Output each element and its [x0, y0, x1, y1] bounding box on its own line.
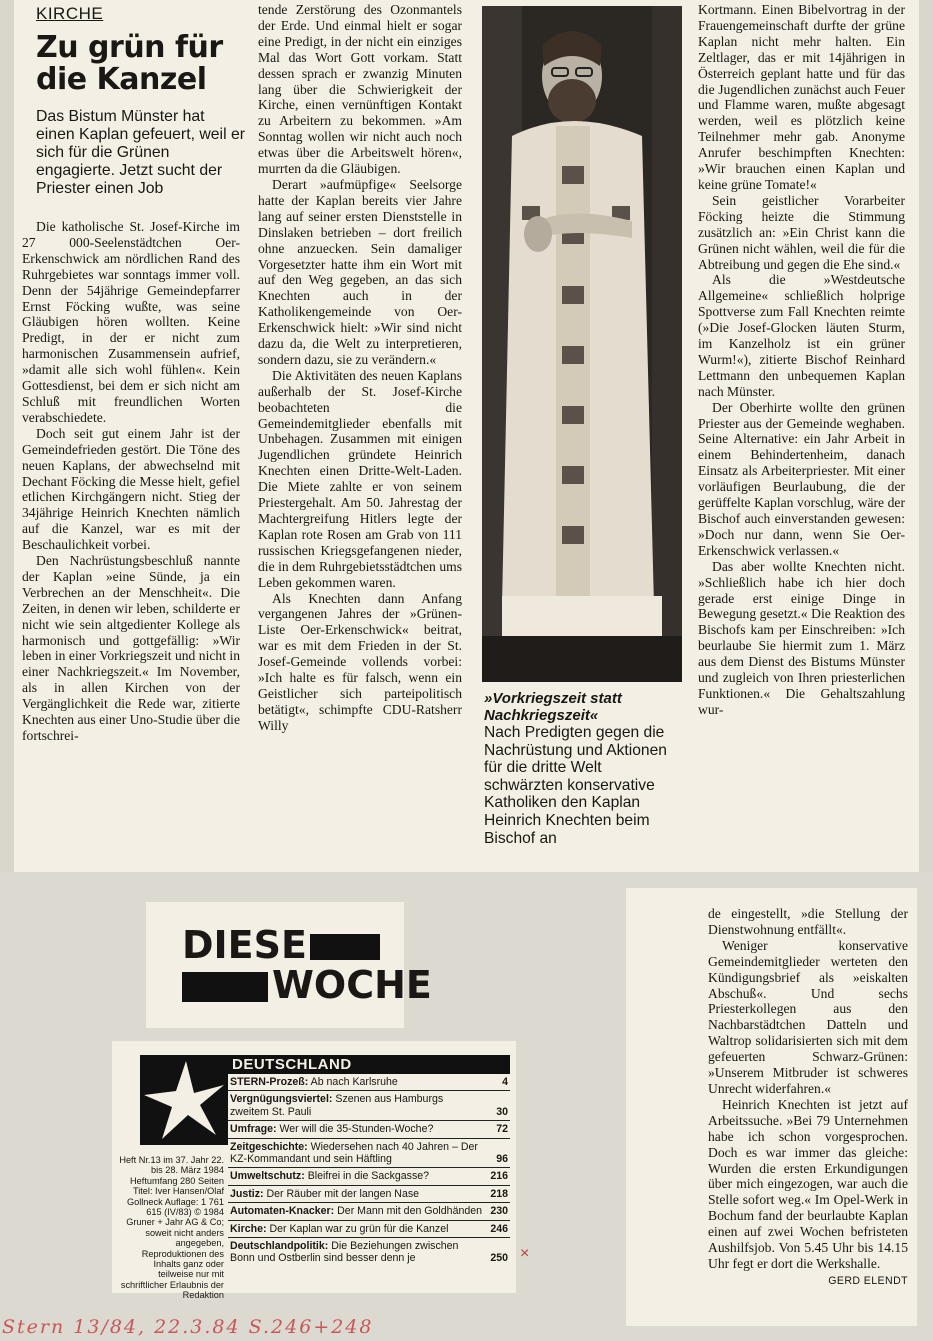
photo-caption — [484, 690, 684, 847]
paragraph: Als Knechten dann Anfang vergangenen Jahres der »Grünen-Liste Oer-Erkenschwick« beitrat, war es mit dem Frieden in der St. Josef-Gemeinde vollends vorbei: »Ich halte es für falsch, wenn ein Geistlicher sich parteipolitisch betätigt«, schimpfte CDU-Ratsherr Willy — [258, 590, 462, 733]
article-headline: Zu grün für die Kanzel — [36, 30, 223, 97]
stern-logo — [140, 1055, 228, 1145]
priest-photo — [482, 6, 682, 682]
article-column-5 — [708, 906, 908, 1290]
star-icon — [140, 1055, 228, 1145]
paragraph: de eingestellt, »die Stellung der Dienstwohnung entfällt«. — [708, 906, 908, 937]
caption-head: »Vorkriegszeit statt Nachkriegszeit« — [484, 690, 622, 724]
caption-body: Nach Predigten gegen die Nachrüstung und Aktionen für die dritte Welt schwärzten konservative Katholiken den Kaplan Heinrich Knechten beim Bischof an — [484, 724, 667, 847]
toc-entry: Justiz: Der Räuber mit der langen Nase 218 — [228, 1186, 510, 1203]
paragraph: Die Aktivitäten des neuen Kaplans außerhalb der St. Josef-Kirche beobachteten die Gemeindemitglieder ebenfalls mit Unbehagen. Zusammen mit einigen Jugendlichen gründete Heinrich Knechten einen Dritte-Welt-Laden. Die Miete zahlte er von seinem Priestergehalt. Am 50. Jahrestag der Machtergreifung Hitlers legte der Kaplan rote Rosen am Grab von 111 russischen Kriegsgefangenen nieder, die in dem Ruhrgebietsstädtchen ums Leben gekommen waren. — [258, 367, 462, 590]
red-x-mark: × — [520, 1245, 530, 1262]
page-number: 30 — [496, 1105, 508, 1118]
toc-entry: STERN-Prozeß: Ab nach Karlsruhe 4 — [228, 1074, 510, 1091]
article-column-4 — [698, 2, 905, 718]
logo-bar — [310, 934, 380, 960]
page-number: 250 — [490, 1252, 508, 1265]
paragraph: Weniger konservative Gemeindemitglieder werteten den Kündigungsbrief als »eiskalten Abschuß«. Und sechs Priesterkollegen aus den Nachbarstädtchen Datteln und Waltrop solidarisierten sich mit dem gefeuerten Schwarz-Grünen: »Unserem Mitbruder ist schweres Unrecht widerfahren.« — [708, 937, 908, 1096]
priest-figure-icon — [482, 6, 682, 682]
article-column-2 — [258, 2, 462, 734]
toc-entry: Automaten-Knacker: Der Mann mit den Goldhänden 230 — [228, 1203, 510, 1220]
article-kicker: KIRCHE — [36, 4, 104, 23]
logo-line-2: WOCHE — [272, 963, 432, 1007]
paragraph: Derart »aufmüpfige« Seelsorge hatte der Kaplan bereits vier Jahre lang auf seiner ersten Dienststelle in Dinslaken betrieben – dort freilich ohne anzuecken. Sein damaliger Vorgesetzter hatte ihm ein Wort mit auf den Weg gegeben, an das sich Knechten auch in der Katholikengemeinde von Oer-Erkenschwick hielt: »Wir sind nicht dazu da, die Welt zu interpretieren, sondern dazu, sie zu verändern.« — [258, 176, 462, 367]
toc-entry-highlighted: Kirche: Der Kaplan war zu grün für die Kanzel 246 — [228, 1221, 510, 1238]
handwritten-note: Stern 13/84, 22.3.84 S.246+248 — [2, 1316, 374, 1338]
paragraph: Der Oberhirte wollte den grünen Priester aus der Gemeinde weghaben. Seine Alternative: ein Jahr Arbeit in einem Behindertenheim, danach Einsatz als Arbeiterpriester. Mit einer vorläufigen Beurlaubung, die der gerüffelte Kaplan vorschlug, wäre der Bischof auch einverstanden gewesen: »Doch nur dann, wenn Sie Oer-Erkenschwick verlassen.« — [698, 399, 905, 558]
paragraph: Heinrich Knechten ist jetzt auf Arbeitssuche. »Bei 79 Unternehmen habe ich schon vorgesprochen. Doch es war immer das gleiche: Wurden die ersten Erkundigungen über mich eingezogen, war auch die Stelle sofort weg.« Im Opel-Werk in Bochum fand der beurlaubte Kaplan einen auf zwei Wochen befristeten Aushilfsjob. Von 5.45 Uhr bis 14.15 Uhr fegt er dort die Werkshalle. — [708, 1096, 908, 1271]
table-of-contents-clipping — [112, 1041, 516, 1301]
page-number: 230 — [490, 1205, 508, 1218]
page-number: 72 — [496, 1123, 508, 1136]
page-number: 218 — [490, 1187, 508, 1200]
page-number: 4 — [502, 1076, 508, 1088]
toc-entry: Vergnügungsviertel: Szenen aus Hamburgs zweitem St. Pauli 30 — [228, 1091, 510, 1121]
toc-entry: Umweltschutz: Bleifrei in die Sackgasse? 216 — [228, 1168, 510, 1185]
toc-section-title: DEUTSCHLAND — [228, 1055, 510, 1074]
article-deck: Das Bistum Münster hat einen Kaplan gefeuert, weil er sich für die Grünen engagierte. Jetzt sucht der Priester einen Job — [36, 108, 246, 197]
paragraph: Das aber wollte Knechten nicht. »Schließlich habe ich hier doch gerade erst einige Dinge in Bewegung gesetzt.« Die Reaktion des Bischofs kam per Einschreiben: »Ich beurlaube Sie hiermit zum 1. März aus dem Dienst des Bistums Münster und zugleich von Ihren priesterlichen Funktionen.« Die Gehaltszahlung wur- — [698, 558, 905, 717]
toc-entry: Umfrage: Wer will die 35-Stunden-Woche? 72 — [228, 1121, 510, 1138]
paragraph: Die katholische St. Josef-Kirche im 27 000-Seelenstädtchen Oer-Erkenschwick am nördlichen Rand des Ruhrgebietes war sonntags immer voll. Denn der 54jährige Gemeindepfarrer Ernst Föcking wußte, was seine Gläubigen hören wollten. Keine Predigt, in der er nicht zum harmonischen Zusammensein aufrief, »damit alle sich wohl fühlen«. Kein Gottesdienst, bei dem er sich nicht am Schluß mit freundlichen Worten verabschiedete. — [22, 219, 240, 425]
page-number: 246 — [490, 1222, 508, 1235]
paragraph: Sein geistlicher Vorarbeiter Föcking heizte die Stimmung zusätzlich an: »Ein Christ kann die Grünen nicht wählen, weil die für die Abtreibung und gegen die Ehe sind.« — [698, 192, 905, 272]
paragraph: Doch seit gut einem Jahr ist der Gemeindefrieden gestört. Die Töne des neuen Kaplans, der abwechselnd mit Dechant Föcking die Messe hielt, gefiel etlichen Kirchgängern nicht. Stieg der 34jährige Heinrich Knechten nämlich auf die Kanzel, war es mit der Beschaulichkeit vorbei. — [22, 425, 240, 553]
paragraph: Als die »Westdeutsche Allgemeine« schließlich holprige Spottverse zum Fall Knechten reimte (»Die Josef-Glocken läuten Sturm, im Kanzelholz ist ein grüner Wurm!«), zitierte Bischof Reinhard Lettmann den unbequemen Kaplan nach Münster. — [698, 272, 905, 399]
imprint-text: Heft Nr.13 im 37. Jahr 22. bis 28. März 1984 Heftumfang 280 Seiten Titel: Iver Hansen/Olaf Gollneck Auflage: 1 761 615 (IV/83) © 1984 Gruner + Jahr AG & Co; soweit nicht anders angegeben, Reproduktionen des Inhalts ganz oder teilweise nur mit schriftlicher Erlaubnis der Redaktion — [119, 1155, 224, 1301]
author-byline: GERD ELENDT — [828, 1274, 908, 1287]
toc-entry: Zeitgeschichte: Wiedersehen nach 40 Jahren – Der KZ-Kommandant und sein Häftling 96 — [228, 1139, 510, 1169]
toc-entry: Deutschlandpolitik: Die Beziehungen zwischen Bonn und Ostberlin sind besser denn je 250 — [230, 1240, 508, 1265]
logo-line-1: DIESE — [182, 923, 307, 967]
toc-list — [228, 1055, 510, 1267]
diese-woche-logo — [182, 923, 432, 1008]
logo-bar — [182, 972, 268, 1002]
article-column-1 — [22, 219, 240, 744]
page-number: 96 — [496, 1153, 508, 1166]
diese-woche-clipping — [146, 902, 432, 1028]
paragraph: Den Nachrüstungsbeschluß nannte der Kaplan »eine Sünde, ja ein Verbrechen an der Menschheit«. Die Zeiten, in denen wir leben, schilderte er nicht wie sein altgedienter Kollege als harmonisch und gottgefällig: »Wir leben in einer Vorkriegszeit und nicht in einer Nachkriegszeit.« Im November, als in allen Kirchen von der Vergänglichkeit die Rede war, zitierte Knechten aus einer Uno-Studie über die fortschrei- — [22, 553, 240, 743]
page-number: 216 — [490, 1170, 508, 1183]
paragraph: Kortmann. Einen Bibelvortrag in der Frauengemeinschaft durfte der grüne Kaplan nicht mehr halten. Ein Zeltlager, das er mit 14jährigen in Österreich geplant hatte und für das die Jugendlichen zunächst auch Feuer und Flamme waren, mußte abgesagt werden, weil es plötzlich keine Teilnehmer mehr gab. Anonyme Anrufer beschimpften Knechten: »Wir brauchen einen Kaplan und keine grüne Tomate!« — [698, 2, 905, 192]
paragraph: tende Zerstörung des Ozonmantels der Erde. Und einmal hielt er sogar eine Predigt, in der nicht ein einziges Mal das Wort Gott vorkam. Statt dessen sprach er zwanzig Minuten lang über die Schwierigkeit der Kirche, einen vernünftigen Kontakt zu Arbeitern zu bekommen. »Am Sonntag wollen wir nicht auch noch etwas über die Arbeitswelt hören«, murrten da die Gläubigen. — [258, 2, 462, 177]
